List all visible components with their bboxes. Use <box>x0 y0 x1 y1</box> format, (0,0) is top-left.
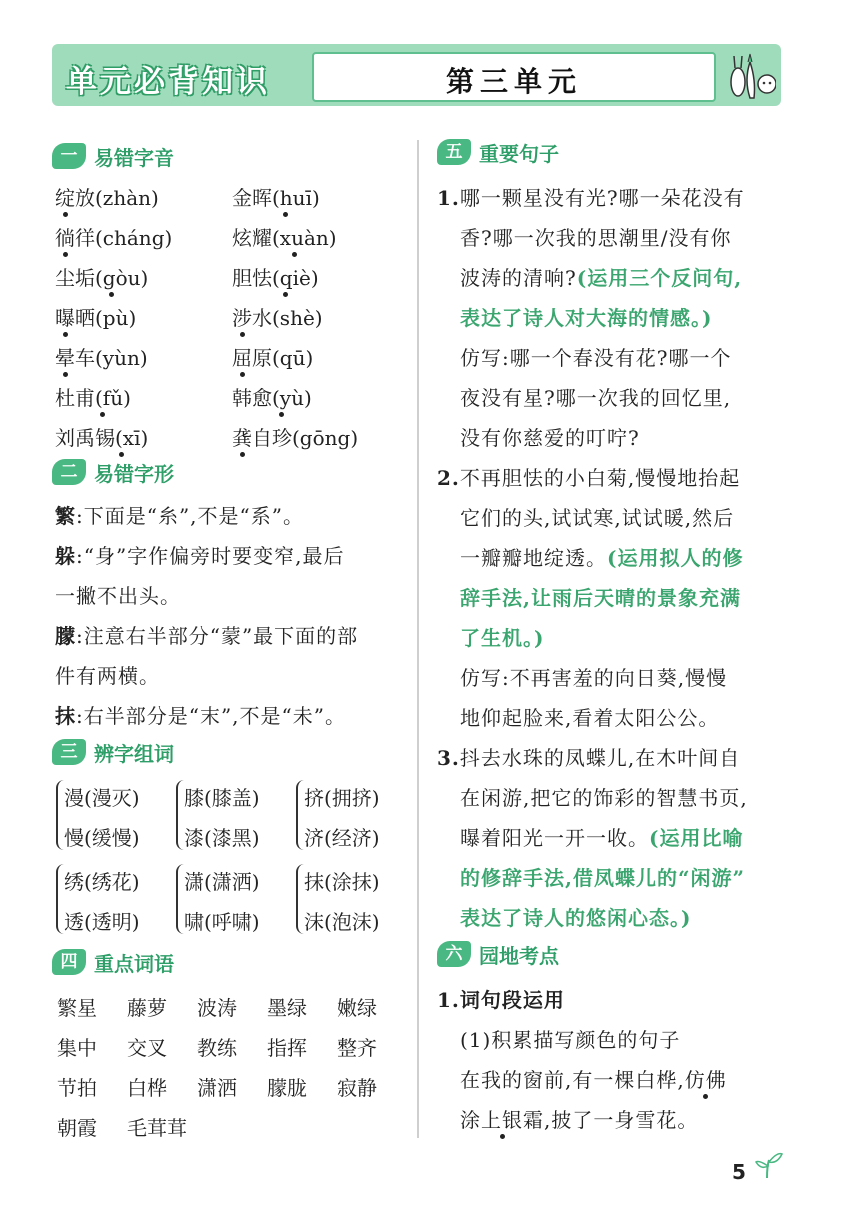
pron-item: 韩愈(yù) <box>232 386 312 410</box>
word-group: 膝(膝盖) <box>184 786 260 810</box>
section-heading: 园地考点 <box>479 943 559 968</box>
unit-title-box <box>312 52 716 102</box>
section-title <box>52 736 174 768</box>
sentence-line: 波涛的清响?(运用三个反问句, <box>460 266 743 290</box>
sentence-note: 辞手法,让雨后天晴的景象充满 <box>460 586 741 610</box>
key-word: 教练 <box>197 1036 237 1060</box>
key-word: 集中 <box>57 1036 97 1060</box>
unit-title: 第三单元 <box>445 65 582 98</box>
sentence-line: 曝着阳光一开一收。(运用比喻 <box>460 826 744 850</box>
section-title <box>437 136 559 168</box>
sentence-note: 表达了诗人的悠闲心态。) <box>460 906 692 930</box>
pron-item: 绽放(zhàn) <box>55 186 159 210</box>
imitation-line: 没有你慈爱的叮咛? <box>460 426 640 450</box>
pron-item: 涉水(shè) <box>232 306 323 330</box>
key-word: 毛茸茸 <box>127 1116 187 1140</box>
sentence-note: 了生机。) <box>460 626 545 650</box>
garden-heading: 1.词句段运用 <box>437 988 565 1012</box>
sentence-line: 香?哪一次我的思潮里/没有你 <box>460 226 732 250</box>
section-title <box>437 938 559 970</box>
sentence-line: 在闲游,把它的饰彩的智慧书页, <box>460 786 748 810</box>
key-word: 波涛 <box>197 996 237 1020</box>
sentence-line: 2.不再胆怯的小白菊,慢慢地抬起 <box>437 466 741 490</box>
section-number-badge: 四 <box>52 949 86 975</box>
section-number-badge: 一 <box>52 143 86 169</box>
imitation-line: 仿写:哪一个春没有花?哪一个 <box>460 346 732 370</box>
key-word: 指挥 <box>267 1036 307 1060</box>
section-title <box>52 140 174 172</box>
garden-line: 涂上银霜,披了一身雪花。 <box>460 1108 699 1132</box>
word-group: 抹(涂抹) <box>304 870 380 894</box>
word-group: 啸(呼啸) <box>184 910 260 934</box>
pron-item: 杜甫(fǔ) <box>55 386 131 410</box>
word-group: 透(透明) <box>64 910 140 934</box>
word-group: 漆(漆黑) <box>184 826 260 850</box>
section-number-badge: 三 <box>52 739 86 765</box>
key-word: 节拍 <box>57 1076 97 1100</box>
word-group: 济(经济) <box>304 826 380 850</box>
form-item-cont: 件有两横。 <box>55 664 160 688</box>
word-group: 慢(缓慢) <box>64 826 140 850</box>
pron-item: 屈原(qū) <box>232 346 314 370</box>
section-number-badge: 二 <box>52 459 86 485</box>
form-item-cont: 一撇不出头。 <box>55 584 181 608</box>
section-title <box>52 946 174 978</box>
sentence-note: 表达了诗人对大海的情感。) <box>460 306 713 330</box>
form-item: 繁:下面是“糸”,不是“系”。 <box>55 504 304 528</box>
garden-subheading: (1)积累描写颜色的句子 <box>460 1028 681 1052</box>
key-word: 朝霞 <box>57 1116 97 1140</box>
sentence-note: 的修辞手法,借凤蝶儿的“闲游” <box>460 866 745 890</box>
sentence-line: 3.抖去水珠的凤蝶儿,在木叶间自 <box>437 746 741 770</box>
sprout-icon <box>755 1150 783 1180</box>
imitation-line: 仿写:不再害羞的向日葵,慢慢 <box>460 666 728 690</box>
section-heading: 易错字音 <box>94 145 174 170</box>
key-word: 嫩绿 <box>337 996 377 1020</box>
pron-item: 尘垢(gòu) <box>55 266 149 290</box>
cartoon-vegetables-icon <box>730 50 776 100</box>
pron-item: 刘禹锡(xī) <box>55 426 149 450</box>
section-heading: 辨字组词 <box>94 741 174 766</box>
form-item: 朦:注意右半部分“蒙”最下面的部 <box>55 624 359 648</box>
word-group: 漫(漫灭) <box>64 786 140 810</box>
section-heading: 重要句子 <box>479 141 559 166</box>
section-title <box>52 456 174 488</box>
section-heading: 重点词语 <box>94 951 174 976</box>
key-word: 朦胧 <box>267 1076 307 1100</box>
key-word: 白桦 <box>127 1076 167 1100</box>
form-item: 抹:右半部分是“末”,不是“未”。 <box>55 704 346 728</box>
pron-item: 曝晒(pù) <box>55 306 137 330</box>
sentence-line: 它们的头,试试寒,试试暖,然后 <box>460 506 735 530</box>
sentence-line: 1.哪一颗星没有光?哪一朵花没有 <box>437 186 745 210</box>
pron-item: 炫耀(xuàn) <box>232 226 337 250</box>
key-word: 潇洒 <box>197 1076 237 1100</box>
imitation-line: 地仰起脸来,看着太阳公公。 <box>460 706 720 730</box>
pron-item: 金晖(huī) <box>232 186 320 210</box>
key-word: 藤萝 <box>127 996 167 1020</box>
key-word: 整齐 <box>337 1036 377 1060</box>
column-divider <box>417 140 419 1138</box>
garden-line: 在我的窗前,有一棵白桦,仿佛 <box>460 1068 727 1092</box>
pron-item: 龚自珍(gōng) <box>232 426 359 450</box>
pron-item: 徜徉(cháng) <box>55 226 173 250</box>
section-number-badge: 五 <box>437 139 471 165</box>
key-word: 交叉 <box>127 1036 167 1060</box>
pron-item: 胆怯(qiè) <box>232 266 319 290</box>
key-word: 寂静 <box>337 1076 377 1100</box>
imitation-line: 夜没有星?哪一次我的回忆里, <box>460 386 732 410</box>
key-word: 墨绿 <box>267 996 307 1020</box>
word-group: 沫(泡沫) <box>304 910 380 934</box>
header-left-title: 单元必背知识 <box>66 64 270 100</box>
page-number: 5 <box>732 1160 746 1184</box>
sentence-line: 一瓣瓣地绽透。(运用拟人的修 <box>460 546 744 570</box>
section-number-badge: 六 <box>437 941 471 967</box>
unit-header <box>52 44 781 106</box>
pron-item: 晕车(yùn) <box>55 346 148 370</box>
section-heading: 易错字形 <box>94 461 174 486</box>
form-item: 躲:“身”字作偏旁时要变窄,最后 <box>55 544 345 568</box>
word-group: 挤(拥挤) <box>304 786 380 810</box>
key-word: 繁星 <box>57 996 97 1020</box>
word-group: 绣(绣花) <box>64 870 140 894</box>
word-group: 潇(潇洒) <box>184 870 260 894</box>
